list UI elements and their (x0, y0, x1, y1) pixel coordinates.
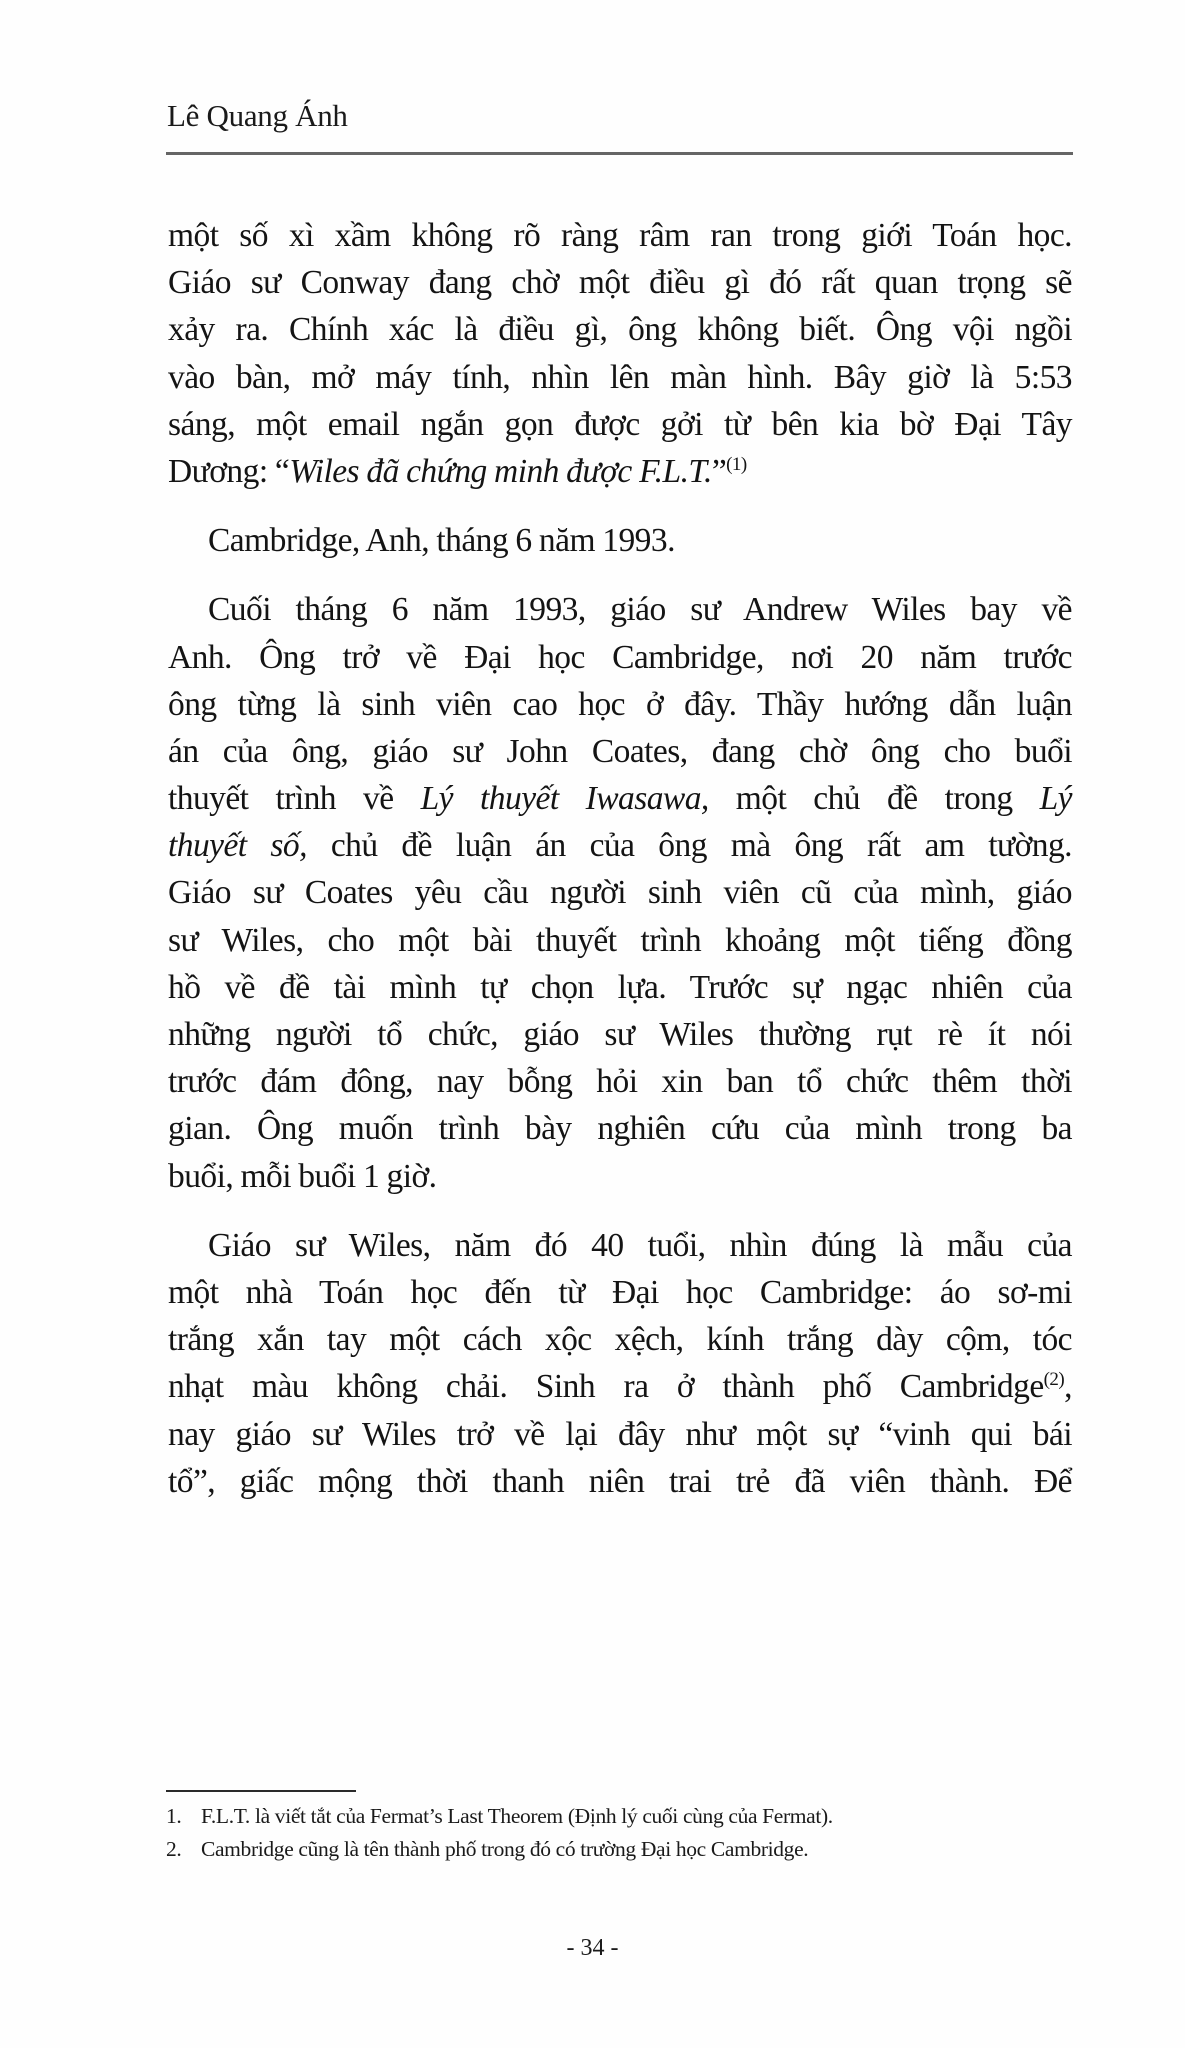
italic-term: thuyết số, (168, 827, 307, 865)
paragraph-4 (168, 1222, 1072, 1505)
text-line: Dương: “Wiles đã chứng minh được F.L.T.”$^{(1)}$ (168, 452, 747, 490)
footnotes (166, 1800, 1086, 1866)
footnote-number: 1. (166, 1804, 182, 1828)
text-line: Cuối tháng 6 năm 1993, giáo sư Andrew Wiles bay về (208, 591, 1072, 629)
text-line: trước đám đông, nay bỗng hỏi xin ban tổ chức thêm thời (168, 1063, 1072, 1101)
text-line: ông từng là sinh viên cao học ở đây. Thầy hướng dẫn luận (168, 685, 1072, 723)
paragraph-2-dateline (168, 517, 1072, 564)
text-line: Giáo sư Wiles, năm đó 40 tuổi, nhìn đúng là mẫu của (208, 1226, 1072, 1264)
text-line: tổ”, giấc mộng thời thanh niên trai trẻ đã viên thành. Để (168, 1462, 1072, 1500)
text-line: Giáo sư Conway đang chờ một điều gì đó rất quan trọng sẽ (168, 264, 1072, 302)
text-line: thuyết trình về Lý thuyết Iwasawa, một chủ đề trong Lý (168, 780, 1072, 818)
text-line: Anh. Ông trở về Đại học Cambridge, nơi 20 năm trước (168, 638, 1072, 676)
text-line: xảy ra. Chính xác là điều gì, ông không biết. Ông vội ngồi (168, 311, 1072, 349)
text-line: Giáo sư Coates yêu cầu người sinh viên cũ của mình, giáo (168, 874, 1072, 912)
footnote-text: Cambridge cũng là tên thành phố trong đó có trường Đại học Cambridge. (201, 1837, 809, 1861)
body-text (168, 212, 1072, 1505)
header-rule (166, 152, 1073, 155)
text-line: nay giáo sư Wiles trở về lại đây như một sự “vinh qui bái (168, 1415, 1072, 1453)
footnote-separator (166, 1790, 356, 1792)
text-line: gian. Ông muốn trình bày nghiên cứu của mình trong ba (168, 1110, 1072, 1148)
text-line: thuyết số, chủ đề luận án của ông mà ông rất am tường. (168, 827, 1073, 865)
text-line: nhạt màu không chải. Sinh ra ở thành phố Cambridge$^{(2)}$, (168, 1368, 1072, 1406)
italic-term: Lý (1039, 780, 1072, 818)
running-head-author: Lê Quang Ánh (167, 98, 348, 133)
quoted-email-text: Wiles đã chứng minh được F.L.T. (289, 452, 712, 490)
text-line: án của ông, giáo sư John Coates, đang chờ ông cho buổi (168, 732, 1072, 770)
footnote-number: 2. (166, 1837, 182, 1861)
footnote-ref-2: (2) (1043, 1369, 1065, 1391)
footnote-2 (166, 1833, 1086, 1866)
footnote-ref-1: (1) (726, 453, 747, 475)
text-line: một số xì xầm không rõ ràng râm ran trong giới Toán học. (168, 217, 1072, 254)
text-line: Cambridge, Anh, tháng 6 năm 1993. (208, 522, 675, 560)
text-line: buổi, mỗi buổi 1 giờ. (168, 1157, 437, 1195)
text-line: vào bàn, mở máy tính, nhìn lên màn hình. Bây giờ là 5:53 (168, 358, 1072, 396)
text-line: sư Wiles, cho một bài thuyết trình khoảng một tiếng đồng (168, 921, 1072, 959)
text-line: những người tổ chức, giáo sư Wiles thường rụt rè ít nói (168, 1016, 1072, 1053)
page-number: - 34 - (566, 1935, 619, 1961)
text-line: một nhà Toán học đến từ Đại học Cambridge: áo sơ-mi (168, 1273, 1072, 1311)
paragraph-1 (168, 212, 1072, 495)
text-line: sáng, một email ngắn gọn được gởi từ bên kia bờ Đại Tây (168, 405, 1072, 443)
italic-term: Lý thuyết Iwasawa, (420, 780, 709, 818)
text-line: hồ về đề tài mình tự chọn lựa. Trước sự ngạc nhiên của (168, 968, 1072, 1006)
text-line: trắng xắn tay một cách xộc xệch, kính trắng dày cộm, tóc (168, 1321, 1072, 1359)
footnote-text: F.L.T. là viết tắt của Fermat’s Last Theorem (Định lý cuối cùng của Fermat). (201, 1804, 833, 1828)
footnote-1 (166, 1800, 1086, 1833)
paragraph-3 (168, 586, 1072, 1199)
